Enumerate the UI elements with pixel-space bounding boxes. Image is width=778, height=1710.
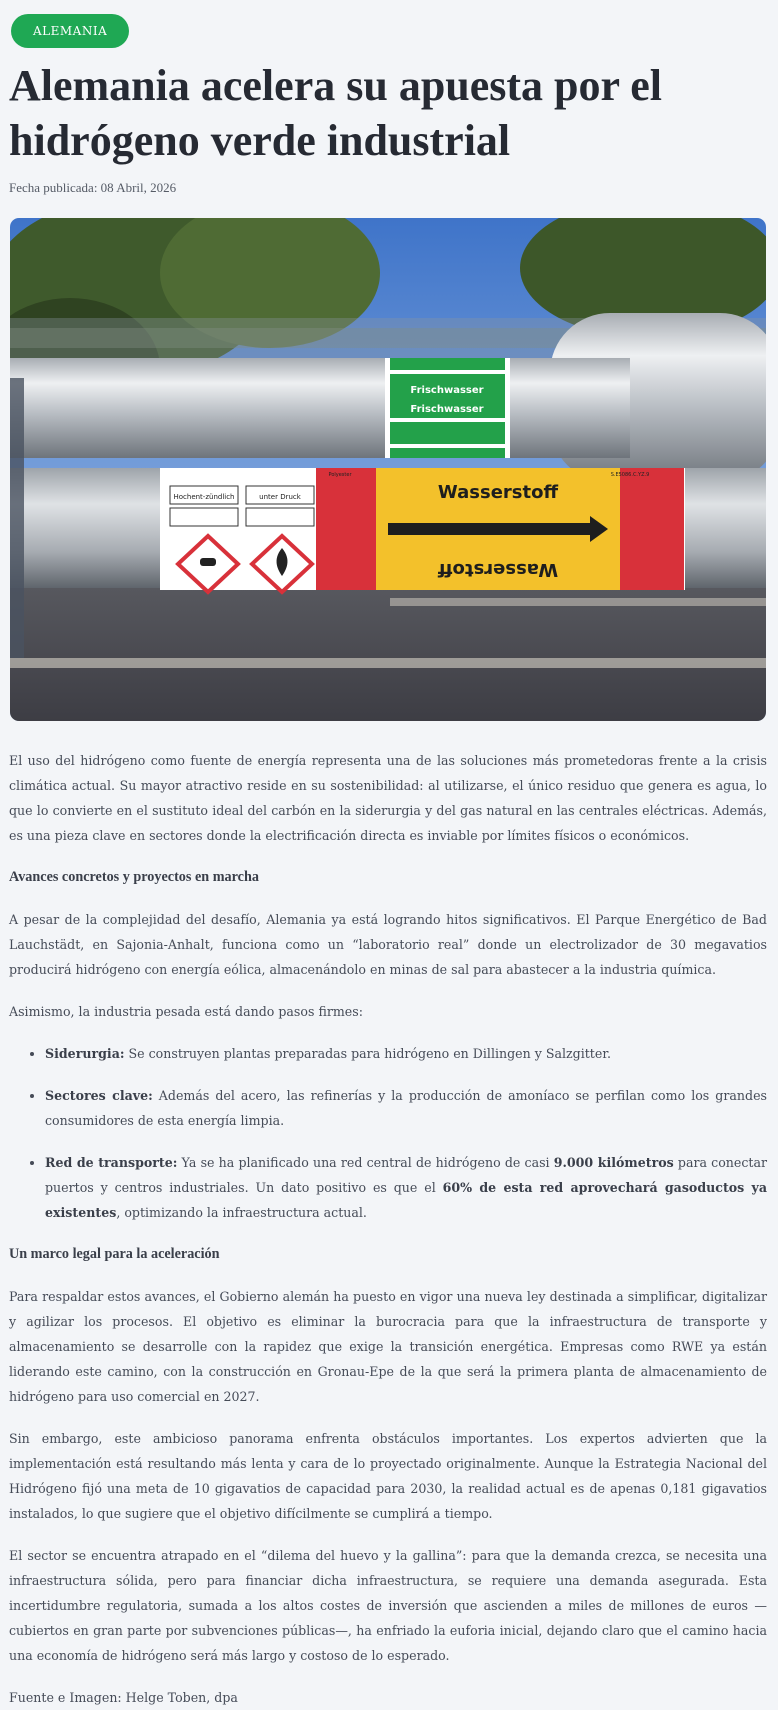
article-title: Alemania acelera su apuesta por el hidrógeno verde industrial <box>9 61 663 165</box>
label-small-text: Polyester <box>328 472 352 478</box>
marco-paragraph: Para respaldar estos avances, el Gobierno alemán ha puesto en vigor una nueva ley destinada a simplificar, digitalizar y agilizar los procesos. El objetivo es eliminar la burocracia para que la infraestructura de transporte y almacenamiento se desarrolle con la rapidez que exige la transición energética. Empresas como RWE ya están liderando este camino, con la construcción en Gronau-Epe de la que será la primera planta de almacenamiento de hidrógeno para uso comercial en 2027. <box>9 1289 767 1404</box>
list-item-label: Siderurgia: <box>45 1046 125 1061</box>
list-item-siderurgia <box>45 1041 767 1066</box>
article-body <box>9 748 767 1710</box>
pipe-label-top: Frischwasser <box>410 385 484 396</box>
pipe-label-main: Wasserstoff <box>437 482 559 503</box>
list-item-text: Ya se ha planificado una red central de hidrógeno de casi <box>177 1155 554 1170</box>
list-item-label: Red de transporte: <box>45 1155 178 1170</box>
hazard-text-1: Hochent-zündlich <box>173 493 235 501</box>
list-item-red-transporte <box>45 1150 767 1225</box>
section-heading-avances: Avances concretos y proyectos en marcha <box>9 869 259 885</box>
industry-list <box>9 1041 767 1225</box>
hazard-text-2: unter Druck <box>259 493 301 501</box>
category-tag[interactable]: ALEMANIA <box>11 14 129 48</box>
obstaculos-paragraph: Sin embargo, este ambicioso panorama enfrenta obstáculos importantes. Los expertos advierten que la implementación está resultando más lenta y cara de lo proyectado originalmente. Aunque la Estrategia Nacional del Hidrógeno fijó una meta de 10 gigavatios de capacidad para 2030, la realidad actual es de apenas 0,181 gigavatios instalados, lo que sugiere que el objetivo difícilmente se cumplirá a tiempo. <box>9 1431 767 1521</box>
svg-text:Wasserstoff: Wasserstoff <box>437 559 559 580</box>
label-code-text: S.E5086.C.YZ.9 <box>610 472 650 478</box>
section-heading-marco: Un marco legal para la aceleración <box>9 1246 220 1262</box>
highlight-gasoductos: 60% de esta red aprovechará gasoductos ya existentes <box>45 1180 767 1220</box>
svg-text:Frischwasser: Frischwasser <box>410 404 484 415</box>
highlight-kilometros: 9.000 kilómetros <box>553 1155 674 1170</box>
source-credit: Fuente e Imagen: Helge Toben, dpa <box>9 1690 238 1705</box>
publish-date: Fecha publicada: 08 Abril, 2026 <box>9 180 177 195</box>
avances-paragraph: A pesar de la complejidad del desafío, Alemania ya está logrando hitos significativos. El Parque Energético de Bad Lauchstädt, en Sajonia-Anhalt, funciona como un “laboratorio real” donde un electrolizador de 30 megavatios producirá hidrógeno con energía eólica, almacenándolo en minas de sal para abastecer a la industria química. <box>9 912 767 977</box>
dilema-paragraph: El sector se encuentra atrapado en el “dilema del huevo y la gallina”: para que la demanda crezca, se necesita una infraestructura sólida, pero para financiar dicha infraestructura, se requiere una demanda asegurada. Esta incertidumbre regulatoria, sumada a los altos costes de inversión que ascienden a miles de millones de euros —cubiertos en gran parte por subvenciones públicas—, ha enfriado la euforia inicial, dejando claro que el camino hacia una economía de hidrógeno será más largo y costoso de lo esperado. <box>9 1548 767 1663</box>
list-item-text: Se construyen plantas preparadas para hidrógeno en Dillingen y Salzgitter. <box>124 1046 611 1061</box>
article-hero-image <box>10 218 766 721</box>
intro-paragraph: El uso del hidrógeno como fuente de energía representa una de las soluciones más prometedoras frente a la crisis climática actual. Su mayor atractivo reside en su sostenibilidad: al utilizarse, el único residuo que genera es agua, lo que lo convierte en el sustituto ideal del carbón en la siderurgia y del gas natural en las centrales eléctricas. Además, es una pieza clave en sectores donde la electrificación directa es inviable por límites físicos o económicos. <box>9 753 767 843</box>
asimismo-paragraph: Asimismo, la industria pesada está dando pasos firmes: <box>9 1004 363 1019</box>
list-item-text: , optimizando la infraestructura actual. <box>116 1205 367 1220</box>
list-item-sectores <box>45 1083 767 1133</box>
list-item-text: Además del acero, las refinerías y la producción de amoníaco se perfilan como los grandes consumidores de esta energía limpia. <box>45 1088 767 1128</box>
list-item-label: Sectores clave: <box>45 1088 153 1103</box>
list-item-text: para conectar puertos y centros industriales. Un dato positivo es que el <box>45 1155 767 1195</box>
